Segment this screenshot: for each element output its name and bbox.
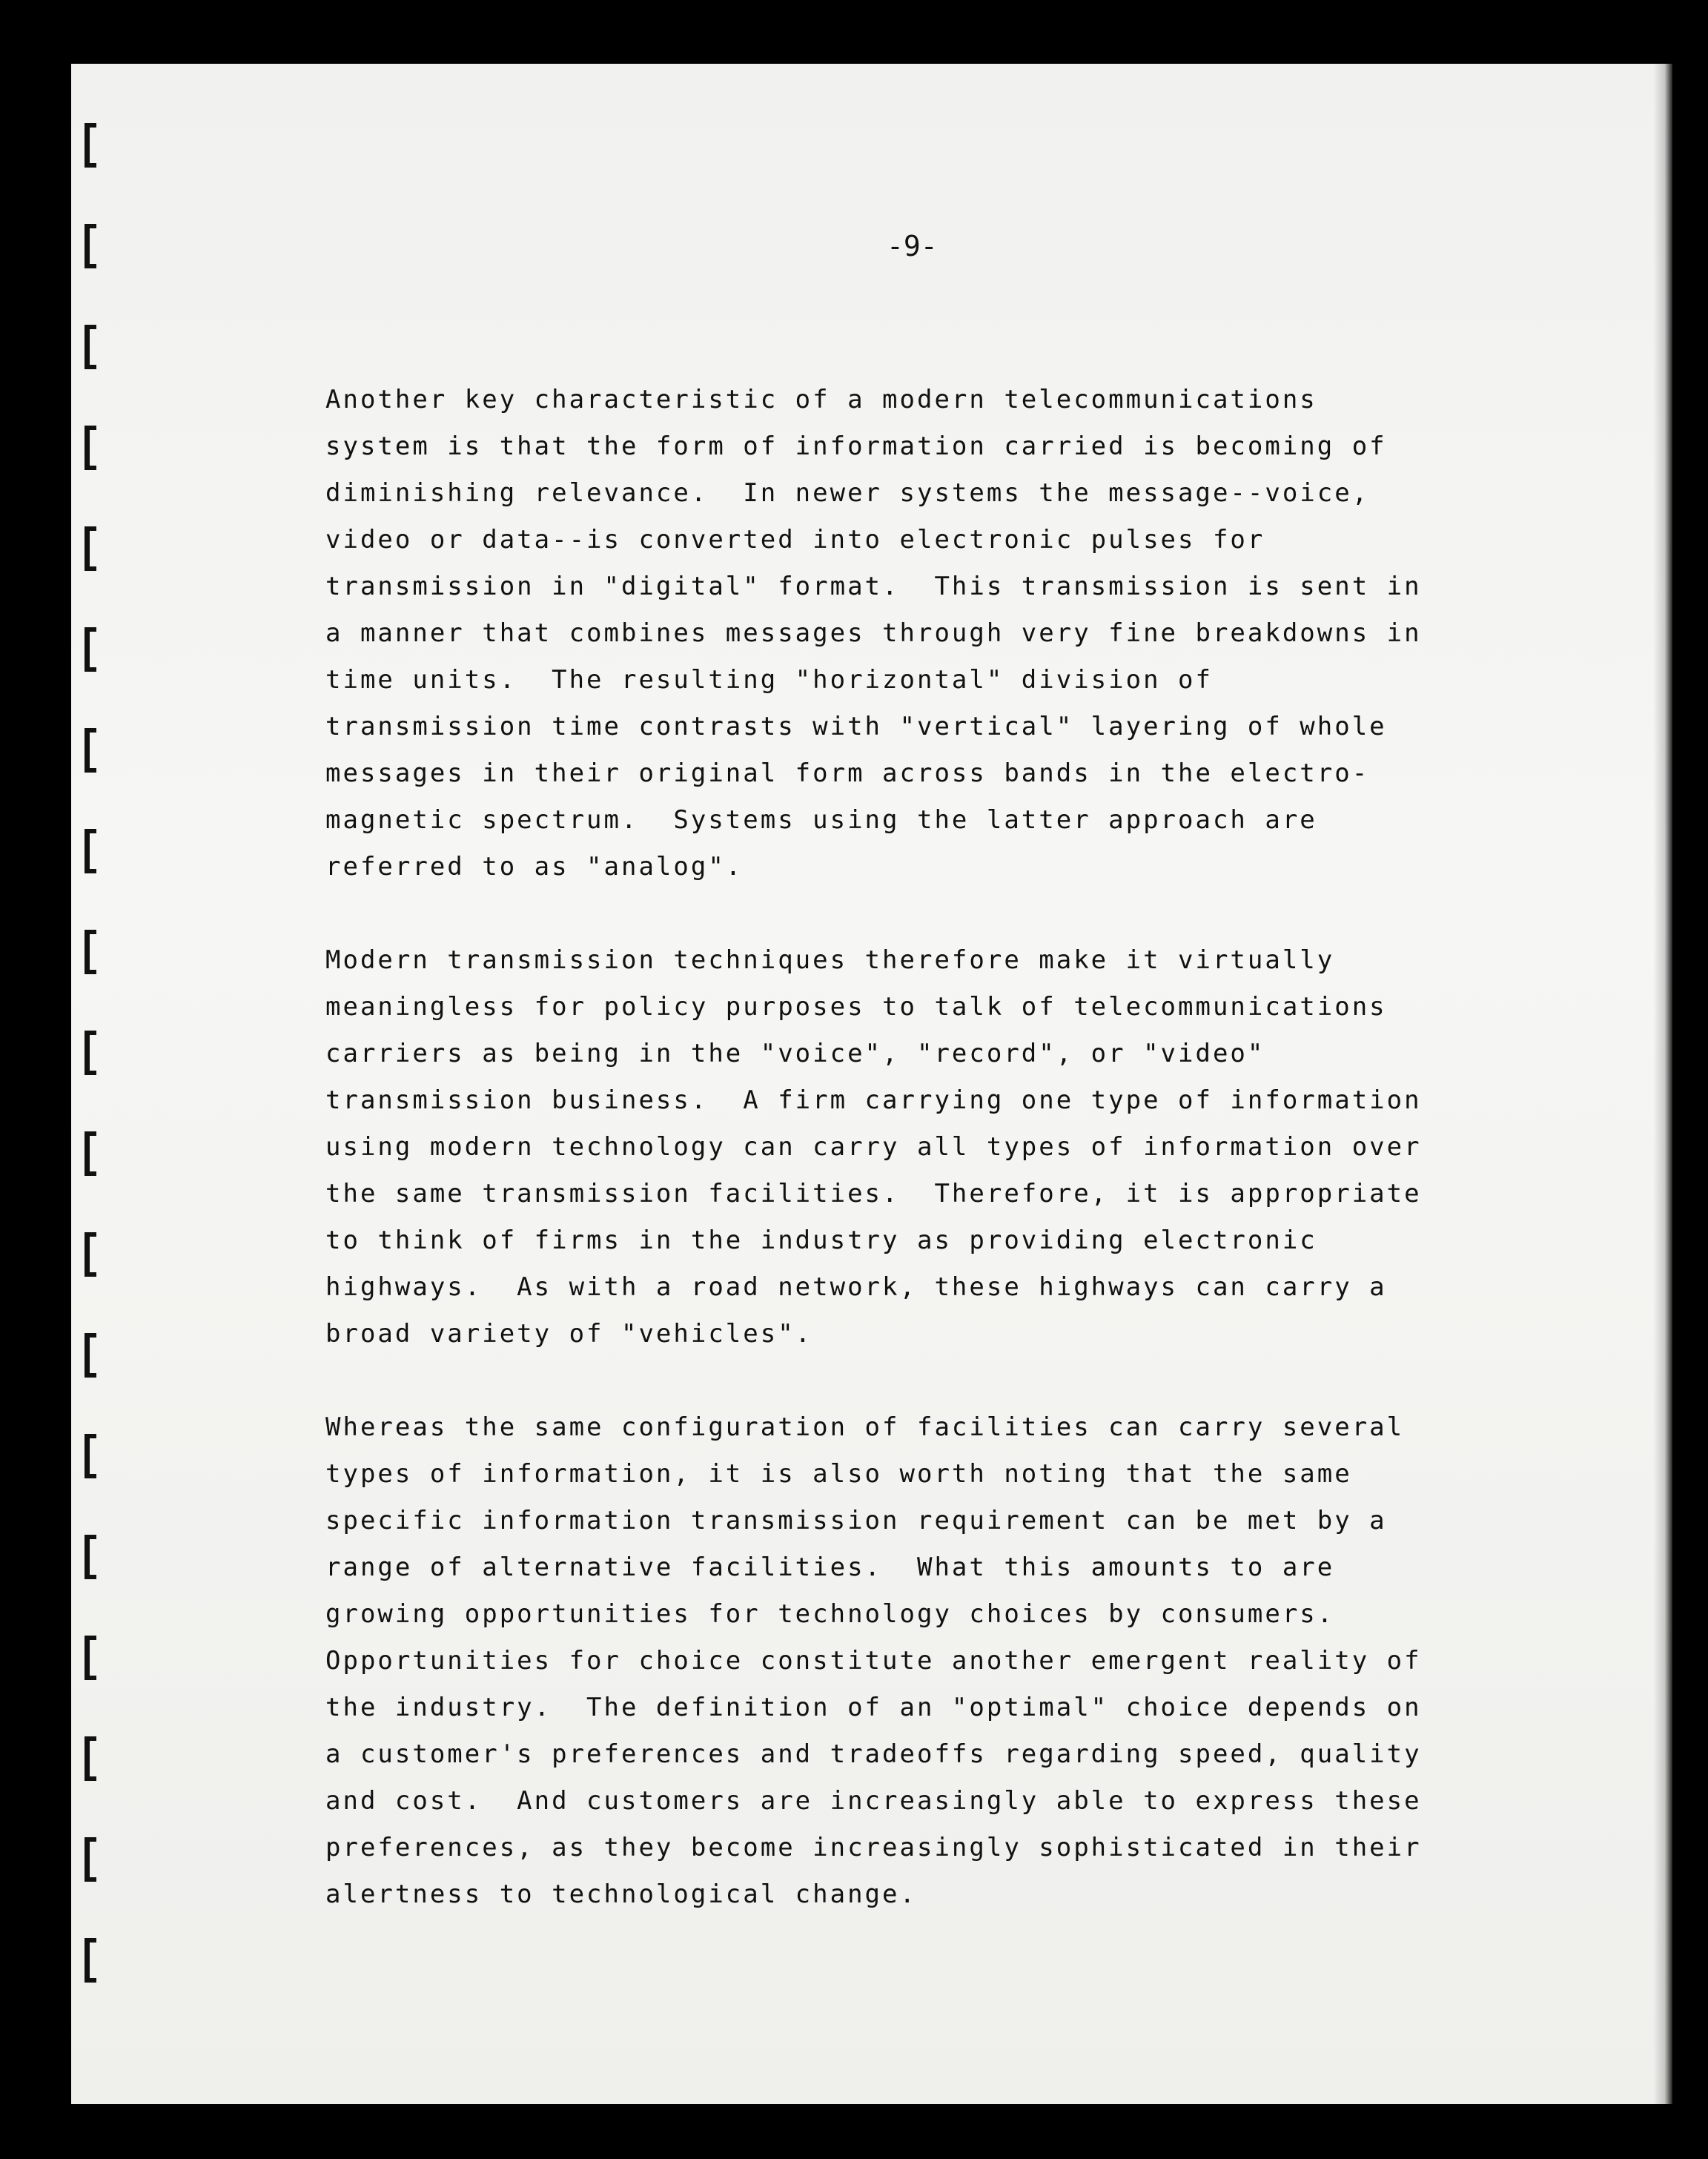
text-line: highways. As with a road network, these highways can carry a [325,1272,1387,1302]
paragraph [325,377,1571,890]
text-line: system is that the form of information carried is becoming of [325,432,1387,461]
text-line: preferences, as they become increasingly sophisticated in their [325,1833,1422,1862]
binding-mark [85,1434,96,1478]
text-line: Whereas the same configuration of facilities can carry several [325,1412,1405,1442]
paragraph [325,1404,1571,1918]
text-line: to think of firms in the industry as providing electronic [325,1226,1317,1255]
binding-mark [85,224,96,268]
text-line: range of alternative facilities. What this amounts to are [325,1553,1335,1582]
binding-mark [85,1131,96,1176]
text-line: Modern transmission techniques therefore make it virtually [325,945,1335,975]
text-line: video or data--is converted into electronic pulses for [325,525,1265,555]
binding-mark [85,627,96,672]
text-line: Opportunities for choice constitute another emergent reality of [325,1646,1422,1676]
binding-mark [85,829,96,873]
binding-mark [85,1938,96,1983]
text-line: alertness to technological change. [325,1879,917,1909]
text-line: using modern technology can carry all types of information over [325,1132,1422,1162]
text-line: magnetic spectrum. Systems using the latter approach are [325,805,1317,835]
text-line: specific information transmission requirement can be met by a [325,1506,1387,1535]
text-line: the same transmission facilities. Therefore, it is appropriate [325,1179,1422,1209]
text-line: and cost. And customers are increasingly able to express these [325,1786,1422,1816]
text-line: transmission business. A firm carrying one type of information [325,1085,1422,1115]
binding-mark [85,1333,96,1378]
binding-mark [85,1232,96,1277]
text-line: time units. The resulting "horizontal" division of [325,665,1213,695]
binding-mark [85,1837,96,1882]
text-line: the industry. The definition of an "optimal" choice depends on [325,1693,1422,1722]
text-line: meaningless for policy purposes to talk of telecommunications [325,992,1387,1022]
paragraph [325,937,1571,1358]
text-line: growing opportunities for technology choices by consumers. [325,1599,1335,1629]
text-line: transmission in "digital" format. This transmission is sent in [325,572,1422,601]
binding-mark [85,1031,96,1075]
text-line: referred to as "analog". [325,852,744,882]
binding-mark [85,1535,96,1579]
binding-mark [85,1736,96,1781]
page-number: -9- [887,230,938,262]
text-line: broad variety of "vehicles". [325,1319,813,1349]
binding-mark [85,728,96,773]
text-line: messages in their original form across bands in the electro- [325,758,1370,788]
binding-mark [85,325,96,369]
binding-mark [85,930,96,974]
text-line: diminishing relevance. In newer systems the message--voice, [325,478,1370,508]
text-line: types of information, it is also worth noting that the same [325,1459,1352,1489]
page-edge-shadow [1653,64,1672,2104]
text-line: a manner that combines messages through very fine breakdowns in [325,618,1422,648]
text-line: a customer's preferences and tradeoffs regarding speed, quality [325,1739,1422,1769]
text-line: transmission time contrasts with "vertical" layering of whole [325,712,1387,741]
binding-mark [85,426,96,470]
text-line: carriers as being in the "voice", "record", or "video" [325,1039,1265,1068]
document-page [71,64,1672,2104]
binding-mark [85,123,96,168]
body-text [325,377,1571,1965]
text-line: Another key characteristic of a modern telecommunications [325,385,1317,414]
binding-mark [85,526,96,571]
binding-mark [85,1636,96,1680]
